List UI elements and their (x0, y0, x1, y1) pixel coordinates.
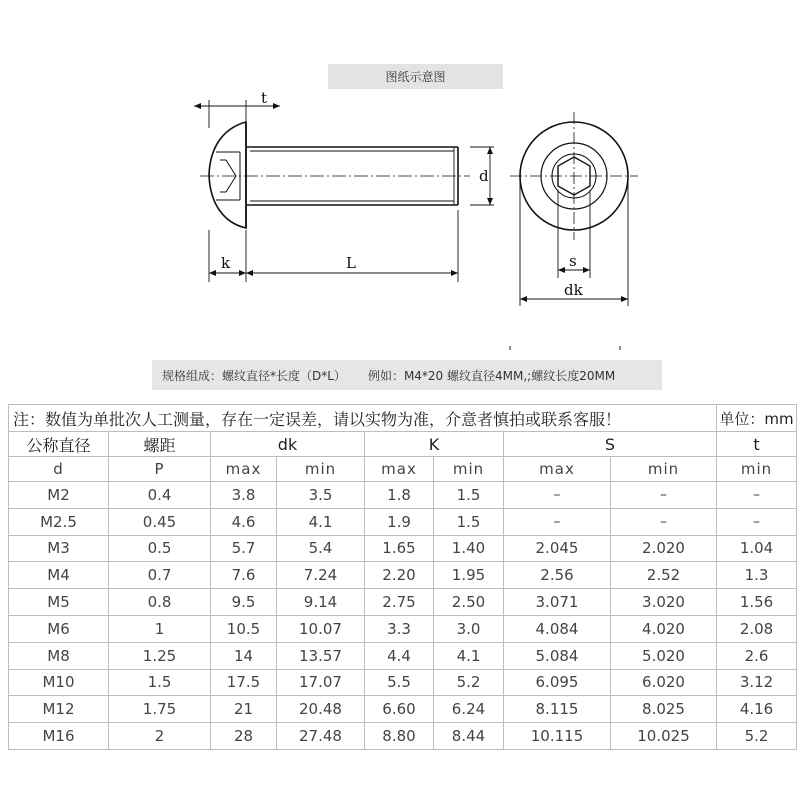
cell-s-max: 3.071 (504, 589, 611, 616)
cell-dk-max: 7.6 (211, 562, 277, 589)
subheader-t-min: min (717, 457, 797, 482)
cell-dk-max: 17.5 (211, 669, 277, 696)
unit-label: 单位：mm (717, 405, 797, 432)
cell-k-max: 5.5 (365, 669, 434, 696)
cell-dk-max: 5.7 (211, 535, 277, 562)
subheader-d: d (9, 457, 109, 482)
cell-s-max: – (504, 482, 611, 509)
cell-pitch: 0.5 (109, 535, 211, 562)
cell-k-min: 3.0 (434, 615, 504, 642)
screw-side-view (200, 122, 470, 228)
cell-dk-max: 10.5 (211, 615, 277, 642)
cell-t-min: 1.56 (717, 589, 797, 616)
cell-dk-min: 13.57 (277, 642, 365, 669)
cell-dk-max: 3.8 (211, 482, 277, 509)
cell-k-max: 3.3 (365, 615, 434, 642)
cell-pitch: 1 (109, 615, 211, 642)
cell-k-max: 1.8 (365, 482, 434, 509)
cell-nominal-diameter: M2.5 (9, 508, 109, 535)
cell-pitch: 0.7 (109, 562, 211, 589)
cell-nominal-diameter: M10 (9, 669, 109, 696)
cell-k-max: 1.9 (365, 508, 434, 535)
cell-s-min: 2.020 (611, 535, 717, 562)
cell-s-min: – (611, 482, 717, 509)
cell-k-max: 2.75 (365, 589, 434, 616)
cell-s-min: 10.025 (611, 723, 717, 750)
cell-dk-min: 5.4 (277, 535, 365, 562)
cell-t-min: 1.04 (717, 535, 797, 562)
table-row (9, 723, 797, 750)
header-dk: dk (211, 432, 365, 457)
cell-dk-max: 28 (211, 723, 277, 750)
spec-format-example: 例如：M4*20 螺纹直径4MM,;螺纹长度20MM (367, 368, 616, 383)
cell-dk-min: 7.24 (277, 562, 365, 589)
dim-label-dk: dk (564, 281, 583, 299)
cell-k-min: 5.2 (434, 669, 504, 696)
cell-dk-max: 9.5 (211, 589, 277, 616)
cell-pitch: 1.25 (109, 642, 211, 669)
cell-s-min: 3.020 (611, 589, 717, 616)
cell-s-max: 6.095 (504, 669, 611, 696)
table-row (9, 642, 797, 669)
subheader-s-max: max (504, 457, 611, 482)
cell-dk-min: 4.1 (277, 508, 365, 535)
cell-nominal-diameter: M2 (9, 482, 109, 509)
drawing-title: 图纸示意图 (328, 64, 503, 89)
table-row (9, 562, 797, 589)
spec-format-text: 规格组成：螺纹直径*长度（D*L） (162, 368, 346, 383)
cell-nominal-diameter: M6 (9, 615, 109, 642)
cell-k-min: 1.40 (434, 535, 504, 562)
cell-t-min: 3.12 (717, 669, 797, 696)
header-s: S (504, 432, 717, 457)
table-body (9, 482, 797, 750)
cell-nominal-diameter: M3 (9, 535, 109, 562)
header-k: K (365, 432, 504, 457)
cell-s-min: 5.020 (611, 642, 717, 669)
cell-k-max: 4.4 (365, 642, 434, 669)
cell-k-max: 2.20 (365, 562, 434, 589)
cell-k-min: 1.95 (434, 562, 504, 589)
table-row (9, 589, 797, 616)
cell-nominal-diameter: M8 (9, 642, 109, 669)
cell-s-min: – (611, 508, 717, 535)
cell-k-min: 1.5 (434, 482, 504, 509)
cell-s-min: 2.52 (611, 562, 717, 589)
cell-nominal-diameter: M5 (9, 589, 109, 616)
cell-dk-min: 10.07 (277, 615, 365, 642)
cell-dk-max: 14 (211, 642, 277, 669)
cell-s-min: 8.025 (611, 696, 717, 723)
cell-t-min: 1.3 (717, 562, 797, 589)
table-row (9, 535, 797, 562)
cell-s-max: 5.084 (504, 642, 611, 669)
table-row (9, 669, 797, 696)
cell-k-max: 1.65 (365, 535, 434, 562)
screw-drawing (0, 0, 800, 350)
cell-nominal-diameter: M16 (9, 723, 109, 750)
cell-pitch: 0.45 (109, 508, 211, 535)
subheader-p: P (109, 457, 211, 482)
subheader-k-max: max (365, 457, 434, 482)
dim-label-L: L (346, 254, 356, 272)
table-row (9, 696, 797, 723)
subheader-s-min: min (611, 457, 717, 482)
cell-t-min: – (717, 482, 797, 509)
dim-label-d: d (479, 167, 489, 185)
cell-dk-min: 9.14 (277, 589, 365, 616)
cell-s-min: 6.020 (611, 669, 717, 696)
cell-dk-min: 3.5 (277, 482, 365, 509)
cell-k-min: 8.44 (434, 723, 504, 750)
dim-label-t: t (261, 89, 268, 107)
cell-s-max: 10.115 (504, 723, 611, 750)
dim-label-k: k (221, 254, 231, 272)
cell-dk-min: 20.48 (277, 696, 365, 723)
dimension-table (8, 404, 797, 750)
table-row (9, 482, 797, 509)
cell-pitch: 0.8 (109, 589, 211, 616)
dim-label-s: s (569, 252, 577, 270)
cell-nominal-diameter: M4 (9, 562, 109, 589)
subheader-dk-max: max (211, 457, 277, 482)
cell-k-min: 2.50 (434, 589, 504, 616)
cell-t-min: – (717, 508, 797, 535)
cell-s-max: 4.084 (504, 615, 611, 642)
cell-dk-max: 4.6 (211, 508, 277, 535)
cell-pitch: 0.4 (109, 482, 211, 509)
cell-t-min: 2.08 (717, 615, 797, 642)
cell-k-min: 1.5 (434, 508, 504, 535)
header-pitch: 螺距 (109, 432, 211, 457)
cell-t-min: 2.6 (717, 642, 797, 669)
screw-end-view (510, 112, 638, 240)
spec-format-caption (152, 360, 662, 390)
header-nominal-diameter: 公称直径 (9, 432, 109, 457)
table-row (9, 615, 797, 642)
cell-t-min: 4.16 (717, 696, 797, 723)
cell-k-max: 6.60 (365, 696, 434, 723)
subheader-dk-min: min (277, 457, 365, 482)
cell-pitch: 1.5 (109, 669, 211, 696)
cell-dk-max: 21 (211, 696, 277, 723)
cell-s-min: 4.020 (611, 615, 717, 642)
cell-s-max: 8.115 (504, 696, 611, 723)
table-row (9, 508, 797, 535)
measurement-note: 注：数值为单批次人工测量，存在一定误差，请以实物为准，介意者慎拍或联系客服！ (9, 405, 717, 432)
cell-pitch: 2 (109, 723, 211, 750)
header-t: t (717, 432, 797, 457)
cell-s-max: 2.045 (504, 535, 611, 562)
cell-k-min: 6.24 (434, 696, 504, 723)
cell-dk-min: 27.48 (277, 723, 365, 750)
cell-k-max: 8.80 (365, 723, 434, 750)
cell-s-max: – (504, 508, 611, 535)
cell-s-max: 2.56 (504, 562, 611, 589)
cell-k-min: 4.1 (434, 642, 504, 669)
cell-pitch: 1.75 (109, 696, 211, 723)
cell-t-min: 5.2 (717, 723, 797, 750)
subheader-k-min: min (434, 457, 504, 482)
cell-nominal-diameter: M12 (9, 696, 109, 723)
cell-dk-min: 17.07 (277, 669, 365, 696)
